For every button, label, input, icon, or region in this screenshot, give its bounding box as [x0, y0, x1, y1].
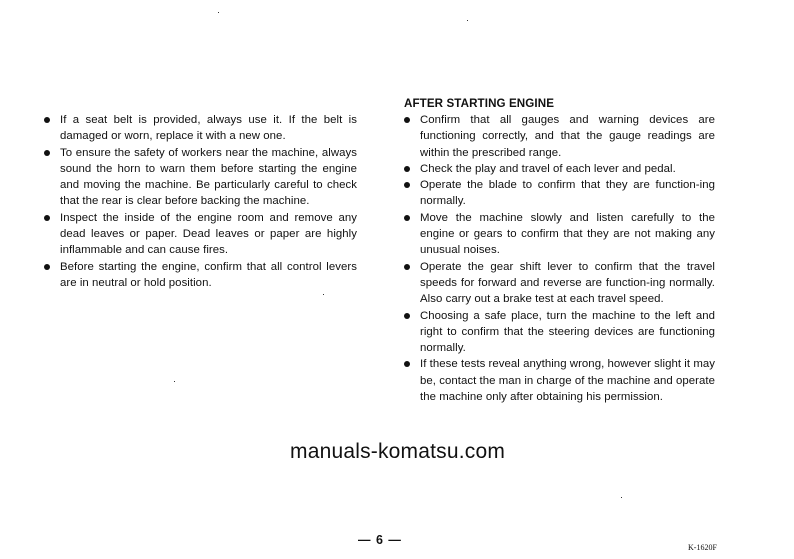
bullet-icon [44, 215, 50, 221]
document-code: K-1620F [688, 543, 717, 552]
section-heading: AFTER STARTING ENGINE [404, 97, 555, 110]
bullet-icon [44, 150, 50, 156]
scan-speck [218, 12, 219, 13]
right-column [403, 96, 715, 405]
list-item-text: If a seat belt is provided, always use it. If the belt is damaged or worn, replace it with a new one. [60, 114, 357, 143]
page-number: — 6 — [358, 533, 402, 547]
bullet-icon [404, 166, 410, 172]
bullet-icon [404, 264, 410, 270]
bullet-icon [404, 361, 410, 367]
bullet-icon [44, 264, 50, 270]
list-item-text: To ensure the safety of workers near the machine, always sound the horn to warn them before starting the engine and moving the machine. Be particularly careful to check that the rear is clear before backing the machine. [60, 146, 357, 208]
bullet-icon [44, 117, 50, 123]
list-item-text: Choosing a safe place, turn the machine to the left and right to confirm that the steering devices are functioning normally. [420, 309, 715, 355]
left-column [43, 112, 357, 291]
list-item [43, 259, 357, 292]
list-item-text: Operate the gear shift lever to confirm that the travel speeds for forward and reverse are function-ing normally. Also carry out a brake test at each travel speed. [420, 260, 715, 306]
list-item [403, 161, 715, 177]
bullet-icon [404, 215, 410, 221]
scan-speck [323, 294, 324, 295]
list-item-text: Move the machine slowly and listen carefully to the engine or gears to confirm that they are not making any unusual noises. [420, 211, 715, 257]
list-item [403, 112, 715, 161]
bullet-list [43, 112, 357, 291]
bullet-list [403, 112, 715, 405]
list-item-text: Inspect the inside of the engine room and remove any dead leaves or paper. Dead leaves or paper are highly inflammable and can cause fires. [60, 211, 357, 257]
bullet-icon [404, 313, 410, 319]
scan-speck [467, 20, 468, 21]
list-item [43, 210, 357, 259]
list-item [43, 145, 357, 210]
list-item [403, 308, 715, 357]
list-item-text: Operate the blade to confirm that they are function-ing normally. [420, 179, 715, 208]
list-item [403, 356, 715, 405]
bullet-icon [404, 182, 410, 188]
watermark-link[interactable]: manuals-komatsu.com [290, 440, 506, 463]
bullet-icon [404, 117, 410, 123]
list-item-text: Confirm that all gauges and warning devices are functioning correctly, and that the gauge readings are within the prescribed range. [420, 114, 715, 159]
list-item-text: Check the play and travel of each lever and pedal. [420, 162, 676, 175]
list-item [403, 259, 715, 308]
scan-speck [174, 381, 175, 382]
list-item [43, 112, 357, 145]
list-item-text: Before starting the engine, confirm that all control levers are in neutral or hold position. [60, 260, 357, 289]
list-item [403, 177, 715, 210]
list-item-text: If these tests reveal anything wrong, however slight it may be, contact the man in charge of the machine and operate the machine only after obtaining his permission. [420, 358, 715, 404]
scan-speck [621, 497, 622, 498]
list-item [403, 210, 715, 259]
